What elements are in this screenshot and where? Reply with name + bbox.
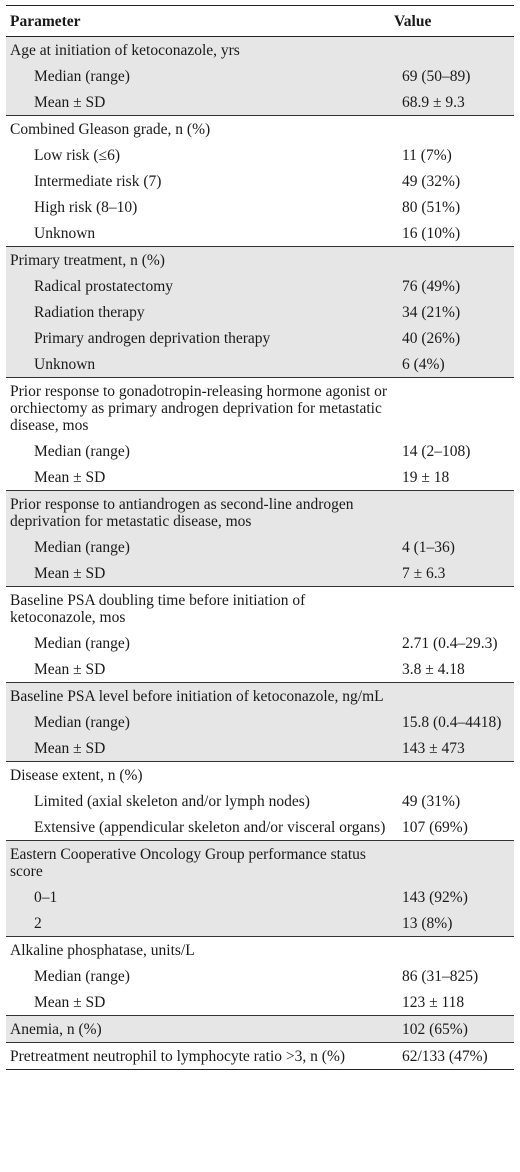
table-row <box>6 630 514 656</box>
table-row <box>6 534 514 560</box>
section-row <box>6 762 514 789</box>
section-value <box>390 587 514 631</box>
table-row <box>6 656 514 683</box>
section-value <box>390 378 514 439</box>
table-row <box>6 884 514 910</box>
table-row <box>6 194 514 220</box>
section-value <box>390 937 514 964</box>
row-label: Low risk (≤6) <box>34 147 120 164</box>
row-label: Mean ± SD <box>34 469 106 486</box>
table-row <box>6 788 514 814</box>
row-value: 143 (92%) <box>390 884 514 910</box>
row-label: Mean ± SD <box>6 735 390 762</box>
row-value: 49 (31%) <box>402 793 461 810</box>
section-title: Combined Gleason grade, n (%) <box>6 116 390 143</box>
row-value: 34 (21%) <box>390 299 514 325</box>
section-row <box>6 491 514 535</box>
row-label: Limited (axial skeleton and/or lymph nodes) <box>34 793 310 810</box>
row-label: Unknown <box>6 351 390 378</box>
row-value: 69 (50–89) <box>390 63 514 89</box>
row-value: 4 (1–36) <box>390 534 514 560</box>
table-row <box>6 325 514 351</box>
section-title: Primary treatment, n (%) <box>6 247 390 274</box>
row-value: 107 (69%) <box>402 819 468 836</box>
section-value: 62/133 (47%) <box>390 1043 514 1070</box>
table-row <box>6 963 514 989</box>
row-value: 49 (32%) <box>402 173 461 190</box>
row-label: Intermediate risk (7) <box>34 173 162 190</box>
section-row <box>6 841 514 885</box>
section-row <box>6 587 514 631</box>
section-title: Age at initiation of ketoconazole, yrs <box>6 37 390 64</box>
table-row <box>6 989 514 1016</box>
section-value <box>390 491 514 535</box>
row-label: Median (range) <box>34 968 130 985</box>
section-value <box>390 116 514 143</box>
top-rule <box>6 5 514 6</box>
row-value: 7 ± 6.3 <box>390 560 514 587</box>
row-value: 11 (7%) <box>402 147 452 164</box>
table-row <box>6 142 514 168</box>
table-row <box>6 168 514 194</box>
section-value: 102 (65%) <box>390 1016 514 1043</box>
section-value <box>390 247 514 274</box>
row-label: Mean ± SD <box>34 661 106 678</box>
table-row <box>6 814 514 841</box>
row-label: Median (range) <box>34 443 130 460</box>
section-value <box>390 37 514 64</box>
section-title: Prior response to gonadotropin-releasing hormone agonist or orchiectomy as primary androgen deprivation for metastatic disease, mos <box>6 378 390 439</box>
section-title: Disease extent, n (%) <box>6 762 390 789</box>
row-label: Primary androgen deprivation therapy <box>6 325 390 351</box>
row-value: 80 (51%) <box>402 199 461 216</box>
row-label: Radical prostatectomy <box>6 273 390 299</box>
row-label: Mean ± SD <box>6 560 390 587</box>
row-label: 0–1 <box>6 884 390 910</box>
section-row <box>6 683 514 710</box>
row-label: Median (range) <box>6 534 390 560</box>
section-value <box>390 762 514 789</box>
header-parameter: Parameter <box>6 8 390 37</box>
table-row <box>6 220 514 247</box>
row-value: 3.8 ± 4.18 <box>402 661 465 678</box>
row-label: Median (range) <box>6 63 390 89</box>
row-value: 13 (8%) <box>390 910 514 937</box>
row-value: 68.9 ± 9.3 <box>390 89 514 116</box>
table-row <box>6 273 514 299</box>
section-value <box>390 841 514 885</box>
row-value: 143 ± 473 <box>390 735 514 762</box>
section-title: Anemia, n (%) <box>6 1016 390 1043</box>
section-title: Eastern Cooperative Oncology Group performance status score <box>6 841 390 885</box>
row-value: 16 (10%) <box>402 225 461 242</box>
table-row <box>6 709 514 735</box>
row-label: Mean ± SD <box>6 89 390 116</box>
table-row <box>6 89 514 116</box>
table-row <box>6 560 514 587</box>
section-row <box>6 1016 514 1043</box>
table-row <box>6 299 514 325</box>
table-row <box>6 63 514 89</box>
row-label: Mean ± SD <box>34 994 106 1011</box>
table-row <box>6 910 514 937</box>
row-label: Median (range) <box>6 709 390 735</box>
section-title: Baseline PSA level before initiation of ketoconazole, ng/mL <box>6 683 390 710</box>
section-row <box>6 116 514 143</box>
table-header-row <box>6 8 514 37</box>
row-label: Unknown <box>34 225 96 242</box>
section-row <box>6 247 514 274</box>
row-label: Median (range) <box>34 635 130 652</box>
table-row <box>6 351 514 378</box>
row-value: 86 (31–825) <box>402 968 479 985</box>
section-title: Baseline PSA doubling time before initiation of ketoconazole, mos <box>6 587 390 631</box>
row-value: 40 (26%) <box>390 325 514 351</box>
section-row <box>6 37 514 64</box>
section-row <box>6 1043 514 1070</box>
table-row <box>6 464 514 491</box>
row-value: 19 ± 18 <box>402 469 450 486</box>
row-value: 2.71 (0.4–29.3) <box>402 635 498 652</box>
table-row <box>6 438 514 464</box>
row-value: 6 (4%) <box>390 351 514 378</box>
section-title: Pretreatment neutrophil to lymphocyte ratio >3, n (%) <box>6 1043 390 1070</box>
section-title: Alkaline phosphatase, units/L <box>6 937 390 964</box>
row-label: High risk (8–10) <box>34 199 138 216</box>
row-value: 123 ± 118 <box>402 994 465 1011</box>
section-title: Prior response to antiandrogen as second-line androgen deprivation for metastatic disease, mos <box>6 491 390 535</box>
row-value: 15.8 (0.4–4418) <box>390 709 514 735</box>
row-value: 14 (2–108) <box>402 443 471 460</box>
section-row <box>6 378 514 439</box>
header-value: Value <box>390 8 514 37</box>
section-row <box>6 937 514 964</box>
row-value: 76 (49%) <box>390 273 514 299</box>
baseline-characteristics-table <box>6 8 514 1070</box>
table-body <box>6 37 514 1070</box>
row-label: Extensive (appendicular skeleton and/or visceral organs) <box>34 819 386 836</box>
row-label: Radiation therapy <box>6 299 390 325</box>
row-label: 2 <box>6 910 390 937</box>
section-value <box>390 683 514 710</box>
table-row <box>6 735 514 762</box>
